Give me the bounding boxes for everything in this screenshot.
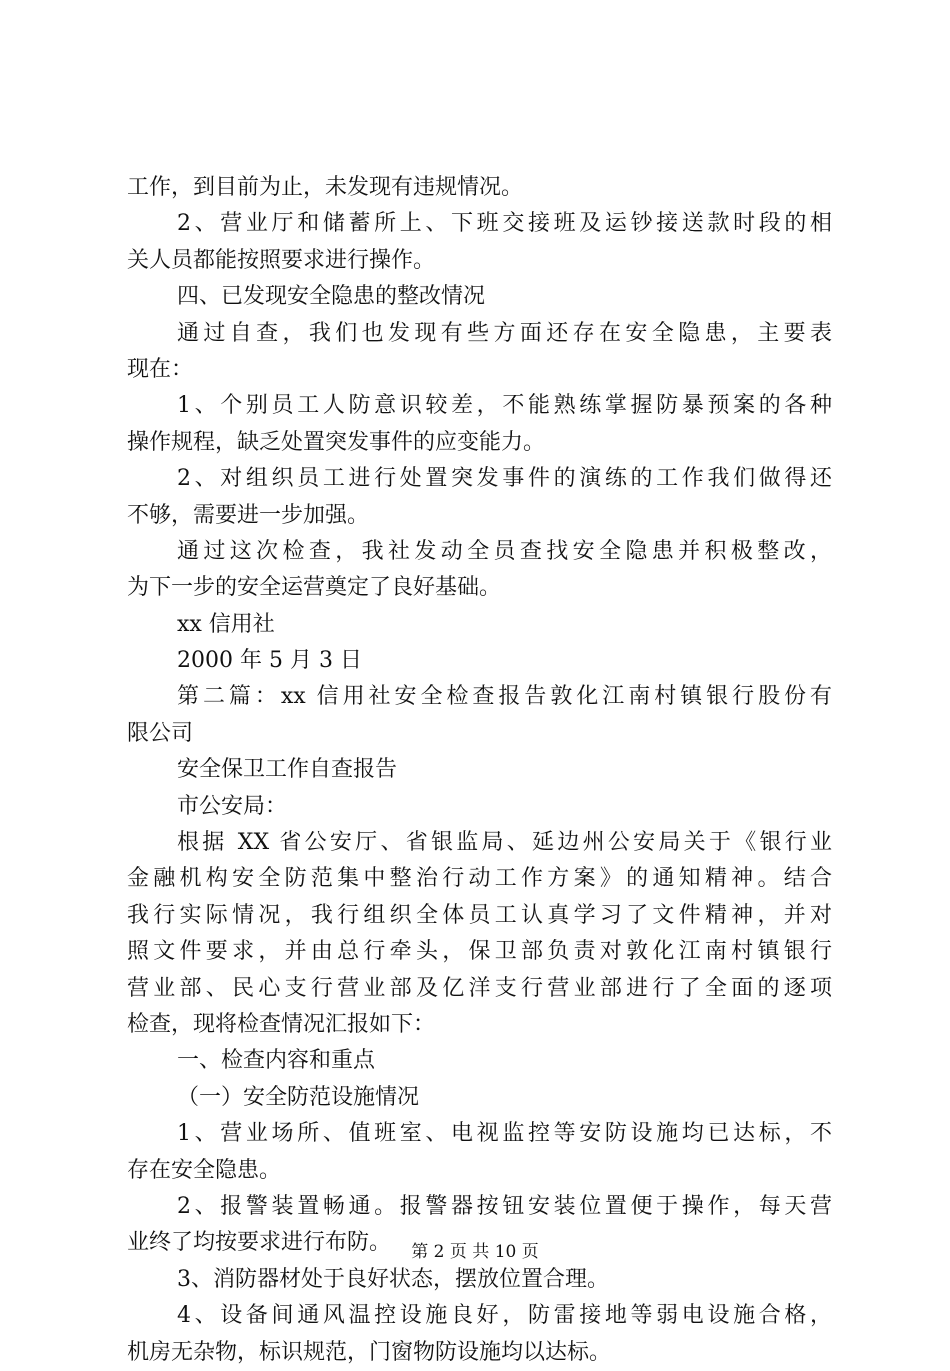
text-line: 2000 年 5 月 3 日 [177,648,362,674]
text-line: 4、设备间通风温控设施良好，防雷接地等弱电设施合格， [177,1303,832,1329]
text-line: 1、个别员工人防意识较差，不能熟练掌握防暴预案的各种 [177,393,832,419]
text-line: 操作规程，缺乏处置突发事件的应变能力。 [127,429,546,455]
text-line: 根据 XX 省公安厅、省银监局、延边州公安局关于《银行业 [177,830,832,856]
page-footer: 第 2 页 共 10 页 [411,1242,539,1262]
text-line: 营业部、民心支行营业部及亿洋支行营业部进行了全面的逐项 [127,975,832,1001]
text-line: 1、营业场所、值班室、电视监控等安防设施均已达标，不 [177,1121,832,1147]
text-line: 四、已发现安全隐患的整改情况 [177,284,486,310]
text-line: 金融机构安全防范集中整治行动工作方案》的通知精神。结合 [127,866,832,892]
text-line: 通过这次检查，我社发动全员查找安全隐患并积极整改， [177,538,832,564]
text-line: 第二篇：xx 信用社安全检查报告敦化江南村镇银行股份有 [177,684,832,710]
text-line: （一）安全防范设施情况 [177,1084,420,1110]
text-line: 安全保卫工作自查报告 [177,757,398,783]
text-line: 业终了均按要求进行布防。 [127,1230,392,1256]
text-line: 2、报警装置畅通。报警器按钮安装位置便于操作，每天营 [177,1193,832,1219]
text-line: 市公安局： [177,793,288,819]
text-line: 通过自查，我们也发现有些方面还存在安全隐患，主要表 [177,320,832,346]
text-line: 限公司 [127,720,194,746]
text-line: 不够，需要进一步加强。 [127,502,370,528]
text-line: 工作，到目前为止，未发现有违规情况。 [127,175,524,200]
text-line: 3、消防器材处于良好状态，摆放位置合理。 [177,1266,609,1292]
text-line: 2、营业厅和储蓄所上、下班交接班及运钞接送款时段的相 [177,211,832,237]
text-line: 现在： [127,356,194,382]
text-line: 机房无杂物，标识规范，门窗物防设施均以达标。 [127,1339,612,1365]
text-line: 照文件要求，并由总行牵头，保卫部负责对敦化江南村镇银行 [127,939,832,965]
text-line: 检查，现将检查情况汇报如下： [127,1011,436,1037]
text-line: 关人员都能按照要求进行操作。 [127,247,436,273]
text-line: 我行实际情况，我行组织全体员工认真学习了文件精神，并对 [127,902,832,928]
text-line: 2、对组织员工进行处置突发事件的演练的工作我们做得还 [177,466,832,492]
text-line: 为下一步的安全运营奠定了良好基础。 [127,575,502,601]
text-line: xx 信用社 [177,611,275,637]
text-line: 存在安全隐患。 [127,1157,282,1183]
document-body [127,170,832,1371]
text-line: 一、检查内容和重点 [177,1048,376,1074]
